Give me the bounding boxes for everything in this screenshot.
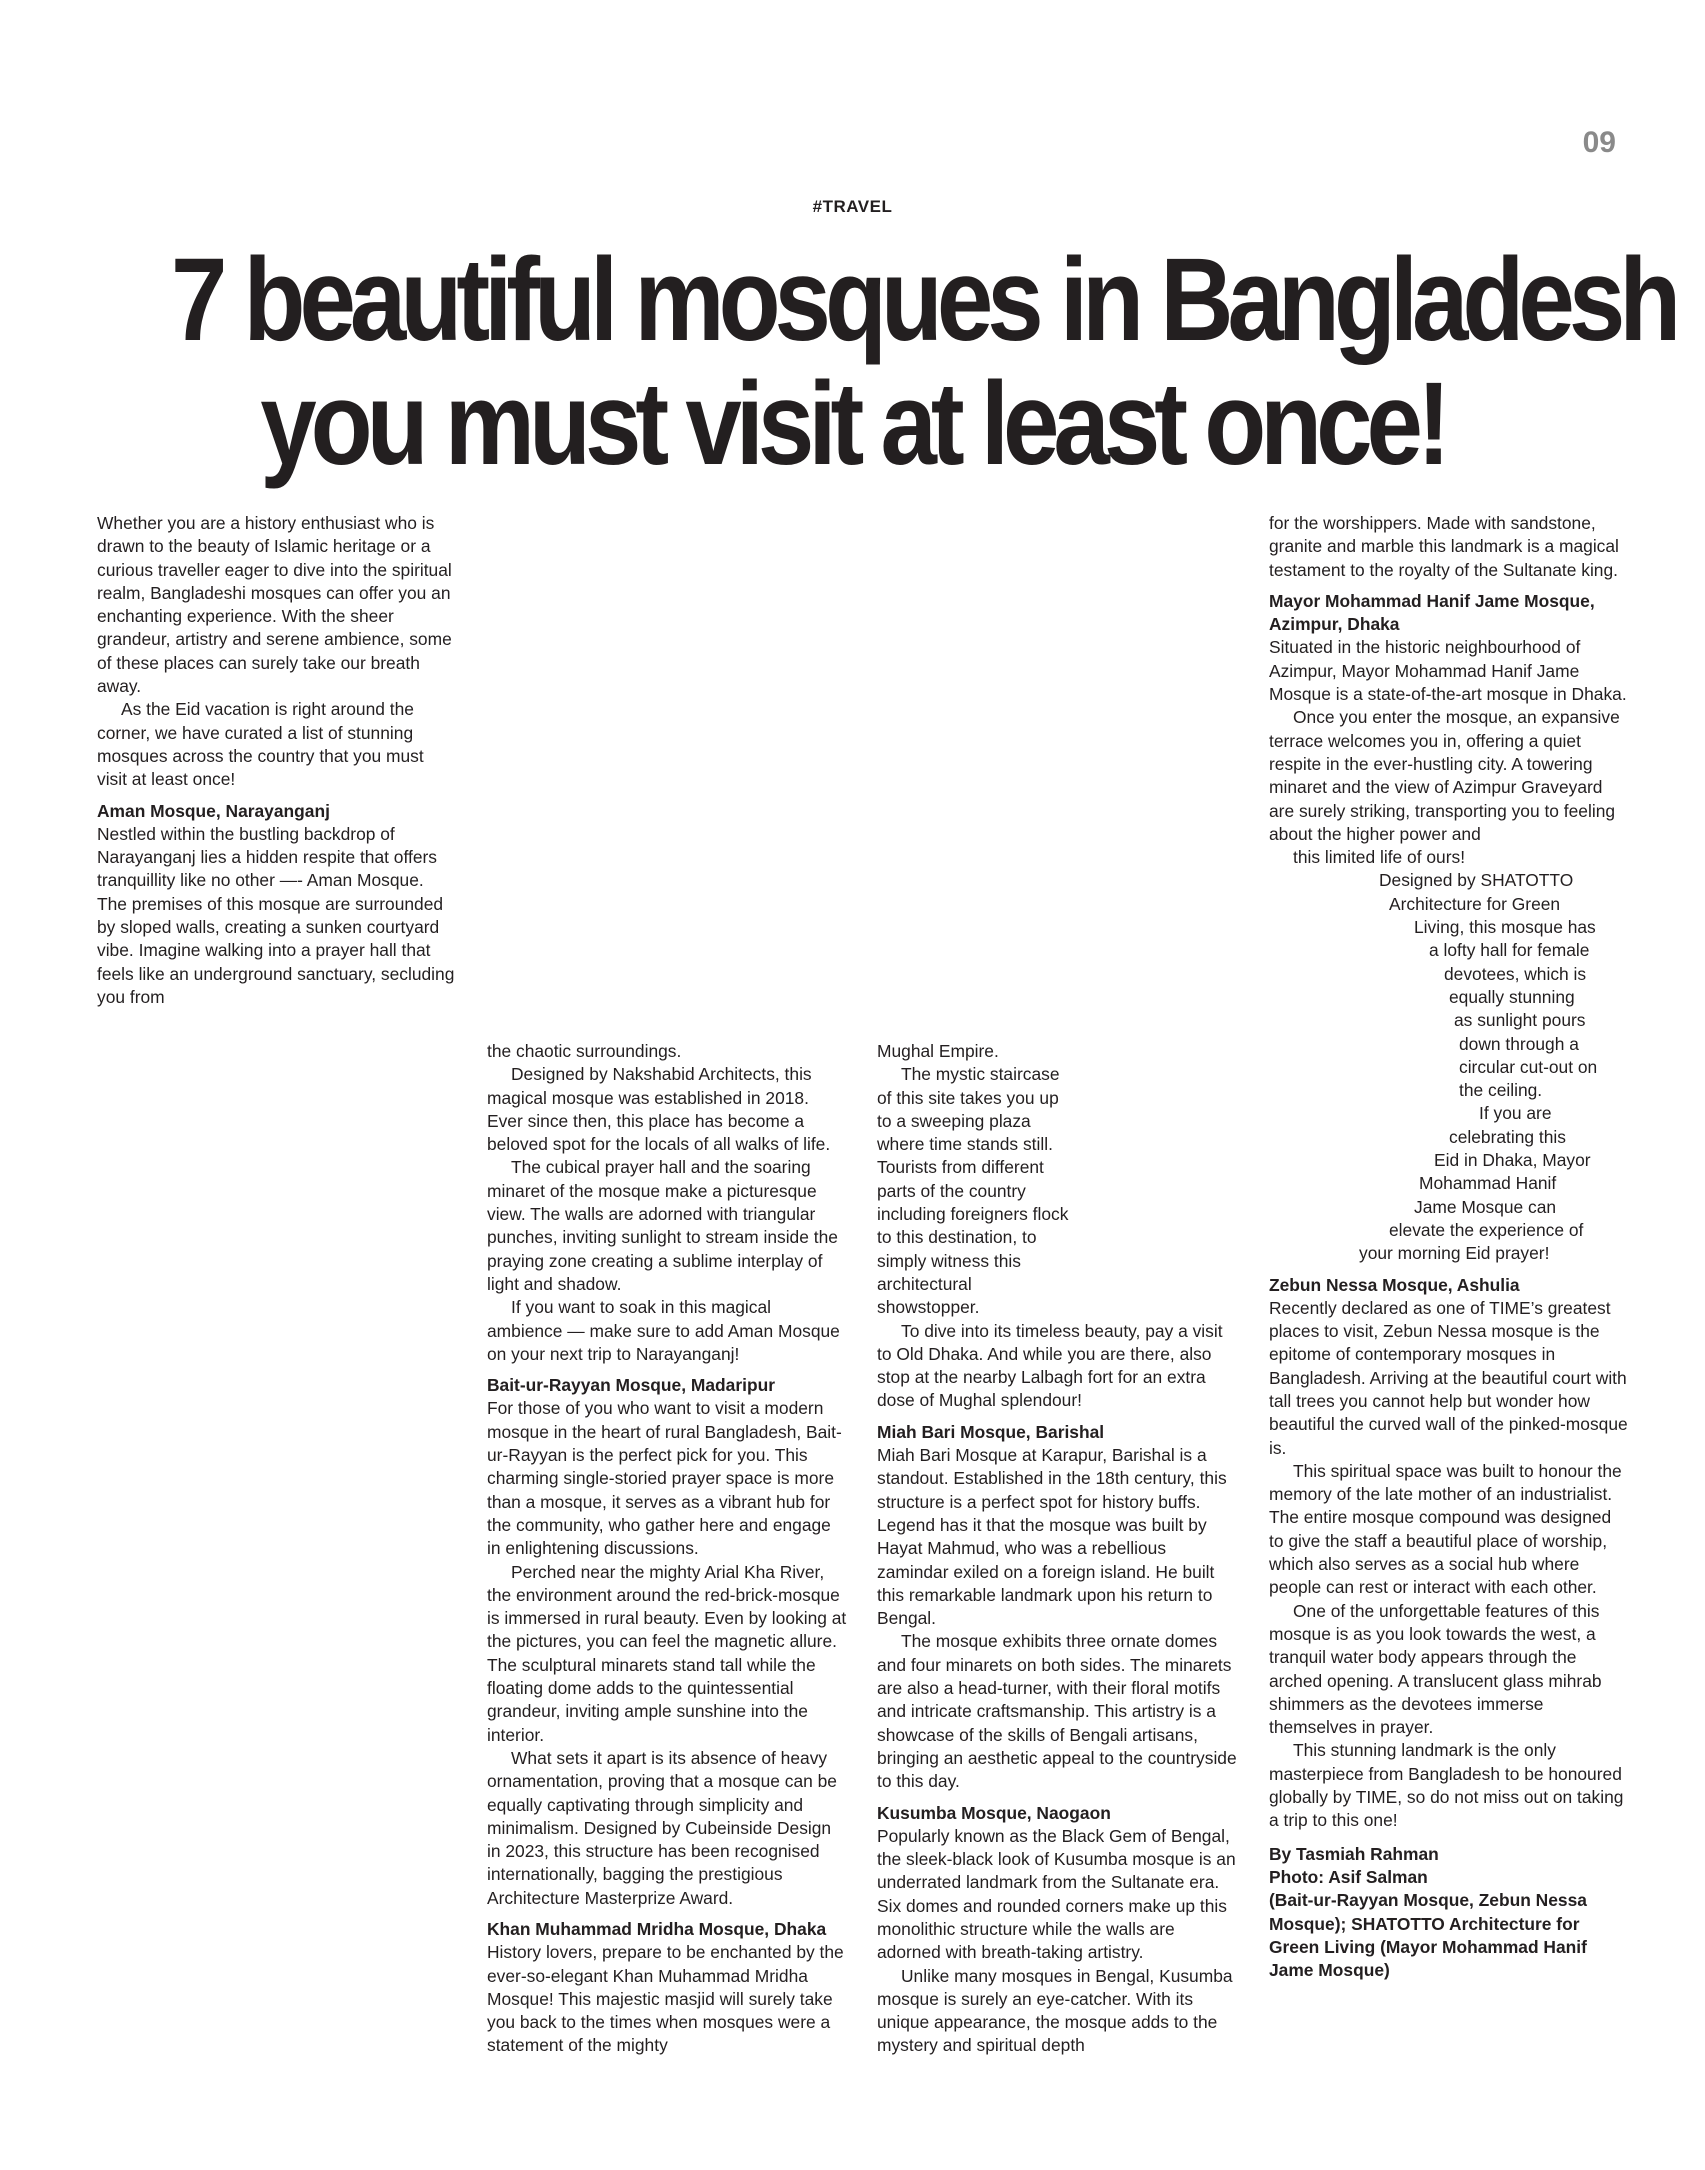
photo-credit-detail-1: (Bait-ur-Rayyan Mosque, Zebun Nessa bbox=[1269, 1890, 1587, 1911]
page-number: 09 bbox=[1582, 126, 1616, 159]
headline bbox=[170, 234, 1676, 490]
khan-paragraph-2: The mystic staircase of this site takes you up to a sweeping plaza where time stands still. Tourists from different parts of the country including foreigners flock to this destination, to simply witness this architectural showstopper. bbox=[877, 1064, 1069, 1318]
p3-line: the ceiling. bbox=[1459, 1080, 1543, 1101]
baitur-paragraph-3: What sets it apart is its absence of heavy ornamentation, proving that a mosque can be equally captivating through simplicity and minimalism. Designed by Cubeinside Design in 2023, this structure has been recognised internationally, bagging the prestigious Architecture Masterprize Award. bbox=[487, 1747, 837, 1908]
column-4 bbox=[1269, 512, 1629, 1982]
zebun-paragraph-1: Recently declared as one of TIME’s greatest places to visit, Zebun Nessa mosque is the epitome of contemporary mosques in Bangladesh. Arriving at the beautiful court with tall trees you cannot help but wonder how beautiful the curved wall of the pinked-mosque is. bbox=[1269, 1297, 1628, 1458]
aman-heading: Aman Mosque, Narayanganj bbox=[97, 800, 330, 821]
aman-paragraph-2: Designed by Nakshabid Architects, this magical mosque was established in 2018. Ever since then, this place has become a beloved spot for the locals of all walks of life. bbox=[487, 1064, 831, 1155]
p3-line: Designed by SHATOTTO bbox=[1379, 870, 1574, 891]
hanif-paragraph-4 bbox=[1269, 1102, 1629, 1265]
aman-paragraph-1b: the chaotic surroundings. bbox=[487, 1041, 682, 1061]
p4-line: celebrating this bbox=[1449, 1126, 1566, 1147]
section-tag: #TRAVEL bbox=[812, 197, 893, 216]
kusumba-paragraph-2a: Unlike many mosques in Bengal, Kusumba mosque is surely an eye-catcher. With its unique appearance, the mosque adds to the mystery and spiritual depth bbox=[877, 1965, 1233, 2056]
p3-line: Architecture for Green bbox=[1389, 893, 1561, 914]
p3-line: as sunlight pours bbox=[1454, 1010, 1586, 1031]
miah-paragraph-2: The mosque exhibits three ornate domes and four minarets on both sides. The minarets are also a head-turner, with their floral motifs and intricate craftsmanship. This artistry is a showcase of the skills of Bengali artisans, bringing an aesthetic appeal to the countryside to this day. bbox=[877, 1631, 1237, 1792]
zebun-paragraph-4: This stunning landmark is the only masterpiece from Bangladesh to be honoured globally by TIME, so do not miss out on taking a trip to this one! bbox=[1269, 1740, 1624, 1831]
zebun-paragraph-3: One of the unforgettable features of this mosque is as you look towards the west, a tranquil water body appears through the arched opening. A translucent glass mihrab shimmers as the devotees immerse themselves in prayer. bbox=[1269, 1600, 1602, 1738]
khan-paragraph-1a: History lovers, prepare to be enchanted by the ever-so-elegant Khan Muhammad Mridha Mosque! This majestic masjid will surely take you back to the times when mosques were a statement of the mighty bbox=[487, 1942, 844, 2056]
byline: By Tasmiah Rahman bbox=[1269, 1843, 1439, 1864]
kusumba-paragraph-1: Popularly known as the Black Gem of Bengal, the sleek-black look of Kusumba mosque is an underrated landmark from the Sultanate era. Six domes and rounded corners make up this monolithic structure while the walls are adorned with breath-taking artistry. bbox=[877, 1825, 1236, 1963]
intro-paragraph-2: As the Eid vacation is right around the corner, we have curated a list of stunning mosques across the country that you must visit at least once! bbox=[97, 699, 424, 790]
hanif-heading: Mayor Mohammad Hanif Jame Mosque, Azimpur, Dhaka bbox=[1269, 590, 1595, 635]
p4-line: Eid in Dhaka, Mayor bbox=[1434, 1150, 1591, 1171]
column-2 bbox=[487, 1040, 849, 2058]
baitur-paragraph-2: Perched near the mighty Arial Kha River, the environment around the red-brick-mosque is immersed in rural beauty. Even by looking at the pictures, you can feel the magnetic allure. The sculptural minarets stand tall while the floating dome adds to the quintessential grandeur, inviting ample sunshine into the interior. bbox=[487, 1561, 847, 1745]
zebun-heading: Zebun Nessa Mosque, Ashulia bbox=[1269, 1274, 1520, 1295]
credits bbox=[1269, 1843, 1629, 1983]
khan-paragraph-1b: Mughal Empire. bbox=[877, 1041, 999, 1061]
baitur-paragraph-1: For those of you who want to visit a modern mosque in the heart of rural Bangladesh, Bait-ur-Rayyan is the perfect pick for you. This charming single-storied prayer space is more than a mosque, it serves as a vibrant hub for the community, who gather here and engage in enlightening discussions. bbox=[487, 1398, 842, 1559]
p3-line: equally stunning bbox=[1449, 986, 1575, 1007]
photo-credit-detail-3: Green Living (Mayor Mohammad Hanif bbox=[1269, 1936, 1587, 1957]
kusumba-heading: Kusumba Mosque, Naogaon bbox=[877, 1802, 1111, 1823]
p4-line: If you are bbox=[1479, 1103, 1552, 1124]
p4-line: elevate the experience of bbox=[1389, 1219, 1584, 1240]
zebun-paragraph-2: This spiritual space was built to honour the memory of the late mother of an industrialist. The entire mosque compound was designed to give the staff a beautiful place of worship, which also serves as a social hub where people can rest or interact with each other. bbox=[1269, 1460, 1622, 1598]
hanif-paragraph-2: Once you enter the mosque, an expansive terrace welcomes you in, offering a quiet respite in the ever-hustling city. A towering minaret and the view of Azimpur Graveyard are surely striking, transporting you to feeling about the higher power and bbox=[1269, 707, 1620, 844]
column-3 bbox=[877, 1040, 1237, 2058]
p3-line: a lofty hall for female bbox=[1429, 940, 1590, 961]
column-1 bbox=[97, 512, 457, 1009]
hanif-paragraph-3 bbox=[1269, 869, 1629, 1102]
headline-line-2: you must visit at least once! bbox=[260, 358, 1445, 490]
p4-line: Mohammad Hanif bbox=[1419, 1173, 1557, 1194]
intro-paragraph-1: Whether you are a history enthusiast who is drawn to the beauty of Islamic heritage or a curious traveller eager to dive into the spiritual realm, Bangladeshi mosques can offer you an enchanting experience. With the sheer grandeur, artistry and serene ambience, some of these places can surely take our breath away. bbox=[97, 513, 452, 697]
hanif-paragraph-1: Situated in the historic neighbourhood of Azimpur, Mayor Mohammad Hanif Jame Mosque is a state-of-the-art mosque in Dhaka. bbox=[1269, 637, 1627, 705]
photo-credit-detail-2: Mosque); SHATOTTO Architecture for bbox=[1269, 1913, 1580, 1934]
khan-paragraph-3: To dive into its timeless beauty, pay a visit to Old Dhaka. And while you are there, also stop at the nearby Lalbagh fort for an extra dose of Mughal splendour! bbox=[877, 1320, 1223, 1411]
khan-heading: Khan Muhammad Mridha Mosque, Dhaka bbox=[487, 1918, 827, 1939]
p4-line: your morning Eid prayer! bbox=[1359, 1243, 1550, 1264]
aman-paragraph-3: The cubical prayer hall and the soaring minaret of the mosque make a picturesque view. The walls are adorned with triangular punches, inviting sunlight to stream inside the praying zone creating a sublime interplay of light and shadow. bbox=[487, 1157, 838, 1294]
headline-line-1: 7 beautiful mosques in Bangladesh bbox=[170, 234, 1676, 366]
p3-line: Living, this mosque has bbox=[1414, 917, 1596, 938]
hanif-paragraph-2-last: this limited life of ours! bbox=[1293, 847, 1466, 868]
p4-line: Jame Mosque can bbox=[1414, 1196, 1557, 1217]
miah-heading: Miah Bari Mosque, Barishal bbox=[877, 1421, 1105, 1442]
kusumba-paragraph-2b: for the worshippers. Made with sandstone, granite and marble this landmark is a magical testament to the royalty of the Sultanate king. bbox=[1269, 513, 1619, 580]
p3-line: down through a bbox=[1459, 1033, 1579, 1054]
baitur-heading: Bait-ur-Rayyan Mosque, Madaripur bbox=[487, 1375, 775, 1396]
photo-credit: Photo: Asif Salman bbox=[1269, 1866, 1428, 1887]
p3-line: devotees, which is bbox=[1444, 963, 1587, 984]
aman-paragraph-4: If you want to soak in this magical ambience — make sure to add Aman Mosque on your next trip to Narayanganj! bbox=[487, 1297, 840, 1364]
photo-credit-detail-4: Jame Mosque) bbox=[1269, 1960, 1390, 1981]
p3-line: circular cut-out on bbox=[1459, 1056, 1598, 1077]
aman-paragraph-1a: Nestled within the bustling backdrop of Narayanganj lies a hidden respite that offers tranquillity like no other —- Aman Mosque. The premises of this mosque are surrounded by sloped walls, creating a sunken courtyard vibe. Imagine walking into a prayer hall that feels like an underground sanctuary, secluding you from bbox=[97, 823, 455, 1007]
miah-paragraph-1: Miah Bari Mosque at Karapur, Barishal is a standout. Established in the 18th century, this structure is a perfect spot for history buffs. Legend has it that the mosque was built by Hayat Mahmud, who was a rebellious zamindar exiled on a foreign island. He built this remarkable landmark upon his return to Bengal. bbox=[877, 1445, 1227, 1629]
